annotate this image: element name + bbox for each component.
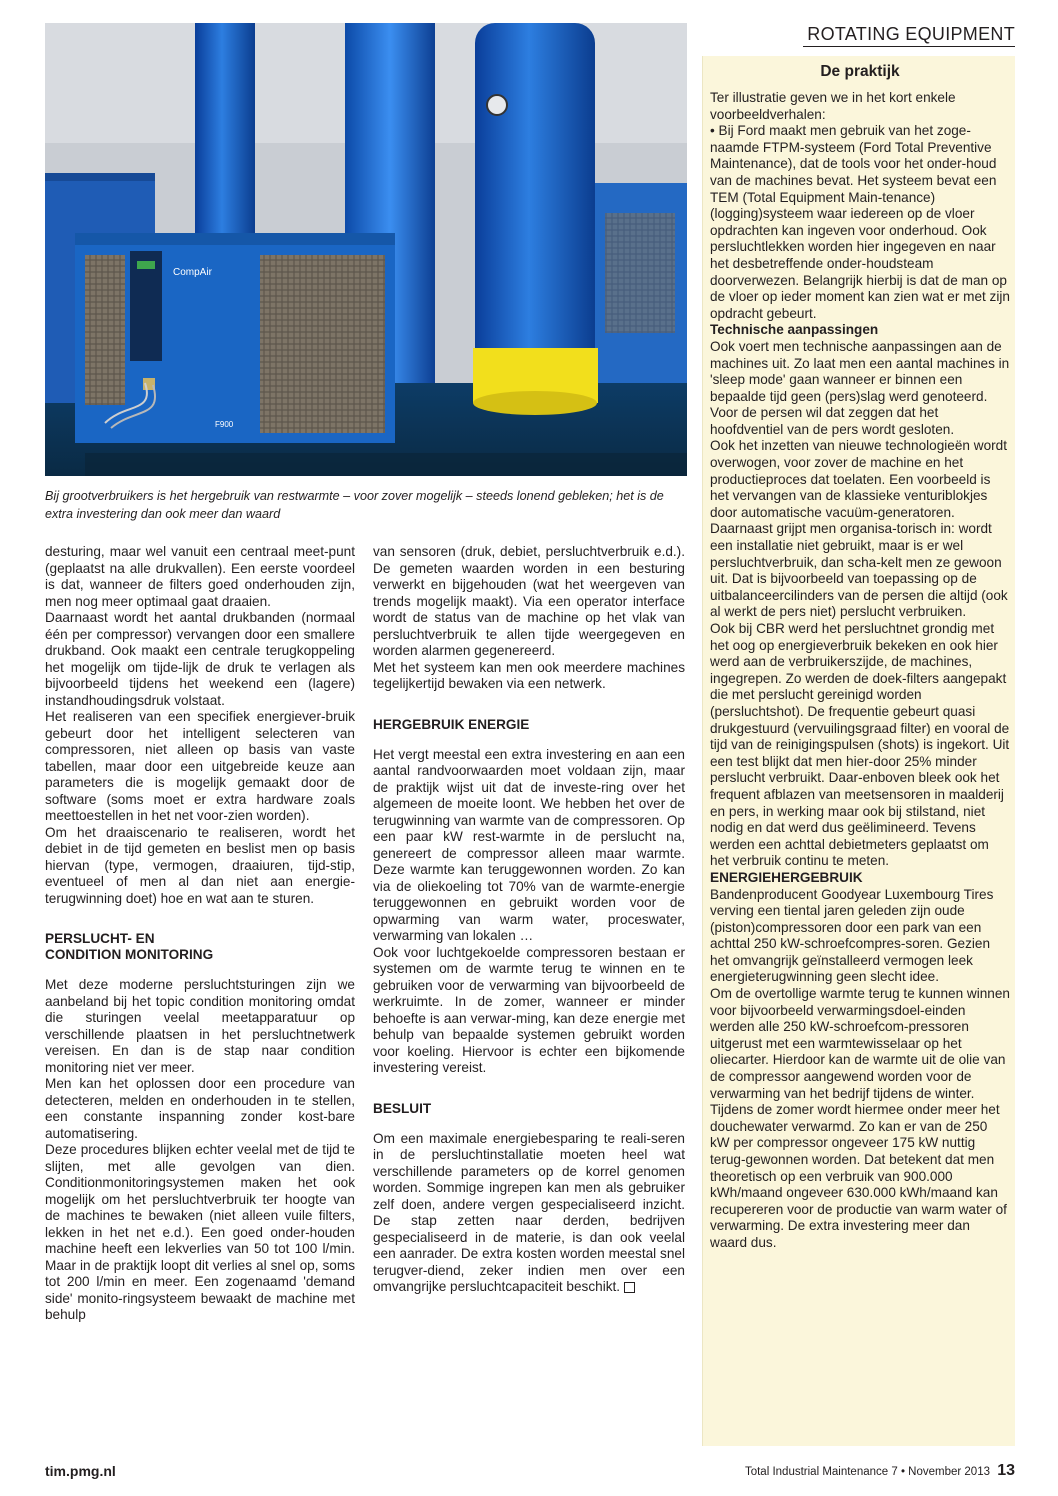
compressor-hall-illustration (45, 23, 687, 476)
section-heading: HERGEBRUIK ENERGIE (373, 716, 530, 732)
paragraph-text: Om een maximale energiebesparing te reali-seren in de persluchtinstallatie moeten heel wat verschillende parameters op de korrel genomen worden. Sommige ingrepen kan men als gebruiker zelf doen, andere vergen gespecialiseerd inzicht. De stap zetten naar derden, bedrijven gespecialiseerd in de materie, is dan ook veelal een aanrader. De extra kosten worden meestal snel terugver-diend, zeker indien men over een omvangrijke persluchtcapaciteit beschikt. (373, 1130, 685, 1294)
paragraph: Het vergt meestal een extra investering en aan een aantal randvoorwaarden moet voldaan zijn, maar de praktijk wijst uit dat de investe-ring over het algemeen de moeite loont. We hebben het over de terugwinning van warmte van de compressoren. Op een paar kW rest-warmte in de perslucht na, genereert de compressor alleen maar warmte. Deze warmte kan teruggewonnen worden. Zo kan via de oliekoeling tot 70% van de warmte-energie teruggewonnen en gebruikt worden voor de opwarming van warm water, proceswater, verwarming van lokalen … (373, 746, 685, 943)
sidebar-subheading: Technische aanpassingen (710, 322, 879, 338)
sidebar-content (710, 60, 1010, 1252)
section-heading: PERSLUCHT- EN (45, 931, 155, 946)
sidebar-paragraph: Ook voert men technische aanpassingen aan de machines uit. Zo laat men een aantal machines in 'sleep mode' gaan wanneer er binnen een bepaalde tijd geen (pers)slag werd genoteerd. Voor de persen wil dat zeggen dat het hoofdventiel van de pers wordt gesloten. (710, 338, 1010, 437)
section-heading: CONDITION MONITORING (45, 947, 214, 962)
paragraph: Ook voor luchtgekoelde compressoren bestaan er systemen om de warmte terug te winnen en te gebruiken voor de verwarming van bijvoorbeeld de werkruimte. In de zomer, wanneer er minder behoefte is aan verwar-ming, kan deze energie met behulp van bepaalde systemen gebruikt worden voor koeling. Hiervoor is echter een bijkomende investering vereist. (373, 944, 685, 1075)
model-label: F900 (215, 420, 234, 429)
paragraph: Het realiseren van een specifiek energiever-bruik gebeurt door het intelligent selecteren van compressoren, niet alleen op basis van vaste tabellen, maar door een uitgebreide keuze aan parameters die is mogelijk gemaakt door de software (soms moet er extra hardware zoals meettoestellen in het net voor-zien worden). (45, 709, 355, 823)
section-title: ROTATING EQUIPMENT (803, 22, 1015, 47)
article-column-1 (45, 544, 355, 1324)
paragraph (373, 1131, 685, 1296)
sidebar-title: De praktijk (820, 63, 900, 80)
sidebar-paragraph: Ook het inzetten van nieuwe technologieën wordt overwogen, voor zover de machine en het productieproces dat toelaten. Een voorbeeld is het vervangen van de klassieke venturiblokjes door automatische vacuüm-generatoren. Daarnaast grijpt men organisa-torisch in: wordt een installatie niet gebruikt, maar is er wel persluchtverbruik, dan scha-kelt men ze gewoon uit. Dat is bijvoorbeeld van toepassing op de uitbalanceercilinders van de persen die altijd (ook al werkt de pers niet) perslucht verbruiken. (710, 438, 1008, 620)
article-photo (45, 23, 687, 476)
sidebar-paragraph: • Bij Ford maakt men gebruik van het zoge-naamde FTPM-systeem (Ford Total Preventive Maintenance), dat de tools voor het onder-houd van de machines bevat. Het systeem bevat een TEM (Total Equipment Main-tenance) (logging)systeem waar iedereen op de vloer opdrachten kan ingeven voor onderhoud. Ook persluchtlekken worden hier ingegeven en naar het desbetreffende onder-houdsteam doorverwezen. Belangrijk hierbij is dat de man op de vloer op ieder moment kan zien wat er met zijn opdracht gebeurt. (710, 123, 1010, 321)
photo-caption: Bij grootverbruikers is het hergebruik van restwarmte – voor zover mogelijk – steeds lonend gebleken; het is de extra investering dan ook meer dan waard (45, 489, 664, 521)
paragraph: Daarnaast wordt het aantal drukbanden (normaal één per compressor) vervangen door een smallere drukband. Ook maakt een centrale terugkoppeling het mogelijk om tijde-lijk de druk te verlagen als bijvoorbeeld tijdens het weekend een (lagere) instandhoudingsdruk volstaat. (45, 610, 355, 708)
brand-label: CompAir (173, 267, 212, 278)
sidebar-paragraph: Bandenproducent Goodyear Luxembourg Tires verving een tiental jaren geleden zijn oude (piston)compressoren door een park van een achttal 250 kW-schroefcompres-soren. Gezien het omvangrijk geïnstalleerd vermogen leek energieterugwinning geen slecht idee. (710, 886, 994, 985)
article-column-2 (373, 544, 685, 1296)
sidebar-paragraph: Ter illustratie geven we in het kort enkele voorbeeldverhalen: (710, 90, 956, 122)
paragraph: Met het systeem kan men ook meerdere machines tegelijkertijd bewaken via een netwerk. (373, 659, 685, 691)
paragraph: Men kan het oplossen door een procedure van detecteren, melden en onderhouden in te stellen, een constante inspanning zonder kost-bare automatisering. (45, 1076, 355, 1141)
paragraph: van sensoren (druk, debiet, persluchtverbruik e.d.). De gemeten waarden worden in een besturing verwerkt en bijgehouden (wat het weergeven van trends mogelijk maakt). Via een operator interface wordt de status van de machine op het vlak van persluchtverbruik te allen tijde weergegeven en worden alarmen gegenereerd. (373, 544, 685, 658)
footer-website-link[interactable]: tim.pmg.nl (45, 1463, 116, 1479)
sidebar-paragraph: Ook bij CBR werd het persluchtnet grondig met het oog op energieverbruik bekeken en ook hier werd aan de verbruikerszijde, de machines, ingegrepen. Zo werden de doek-filters aangepakt die met perslucht gereinigd worden (persluchtshot). De frequentie gebeurt quasi drukgestuurd (vervuilingsgraad filter) en vooral de tijd van de reinigingspulsen (shots) is ingekort. Uit een test blijkt dat men hier-door 25% minder perslucht verbruikt. Daar-enboven bleek ook het frequent afblazen van meetsensoren in maalderij en pers, in werking maar ook bij stilstand, niet nodig en dat werd dus geëlimineerd. Tevens werden een achttal debietmeters geplaatst om het verbruik continu te meten. (710, 621, 1010, 869)
paragraph: desturing, maar wel vanuit een centraal meet-punt (geplaatst na alle drukvallen). Een eerste voordeel is dat, wanneer de filters goed onderhouden zijn, men nog meer optimaal gaat draaien. (45, 544, 355, 609)
sidebar-subheading: ENERGIEHERGEBRUIK (710, 869, 863, 885)
paragraph: Deze procedures blijken echter veelal met de tijd te slijten, met alle gevolgen van dien. Conditionmonitoringsystemen maken het ook mogelijk om het persluchtverbruik ter hoogte van de machines te bewaken (niet alleen vuile filters, lekken in het net e.d.). Een goed onder-houden machine heeft een lekverlies van 50 tot 100 l/min. Maar in de praktijk loopt dit verlies al snel op, soms tot 200 l/min en meer. Een zogenaamd 'demand side' monito-ringsysteem bewaakt de machine met behulp (45, 1142, 355, 1322)
sidebar-paragraph: Om de overtollige warmte terug te kunnen winnen voor bijvoorbeeld verwarmingsdoel-einden werden alle 250 kW-schroefcom-pressoren uitgerust met een warmtewisselaar op het oliecarter. Hierdoor kan de warmte uit de olie van de compressor aangewend worden voor de verwarming van het bedrijf tijdens de winter. Tijdens de zomer wordt hiermee onder meer het douchewater verwarmd. Zo kan er van de 250 kW per compressor ongeveer 175 kW nuttig terug-gewonnen worden. Dat betekent dat men theoretisch op een verbruik van 900.000 kWh/maand ongeveer 630.000 kWh/maand kan recupereren voor de productie van warm water of verwarming. De extra investering meer dan waard dus. (710, 986, 1010, 1250)
section-heading: BESLUIT (373, 1100, 432, 1116)
end-of-article-icon (624, 1282, 635, 1293)
footer-publication (720, 1462, 1015, 1480)
page-number: 13 (997, 1462, 1015, 1479)
paragraph: Om het draaiscenario te realiseren, wordt het debiet in de tijd gemeten en beslist men op basis hiervan (type, vermogen, draaiuren, tijd-stip, eventueel of men al dan niet aan energie-terugwinning doet) hoe en wat aan te sturen. (45, 824, 355, 906)
paragraph: Met deze moderne persluchtsturingen zijn we aanbeland bij het topic condition monitoring omdat die sturingen veelal meetapparatuur op verschillende plaatsen in het persluchtnetwerk vereisen. En dan is de stap naar condition monitoring niet ver meer. (45, 977, 355, 1075)
publication-info: Total Industrial Maintenance 7 • November 2013 (744, 1466, 990, 1478)
